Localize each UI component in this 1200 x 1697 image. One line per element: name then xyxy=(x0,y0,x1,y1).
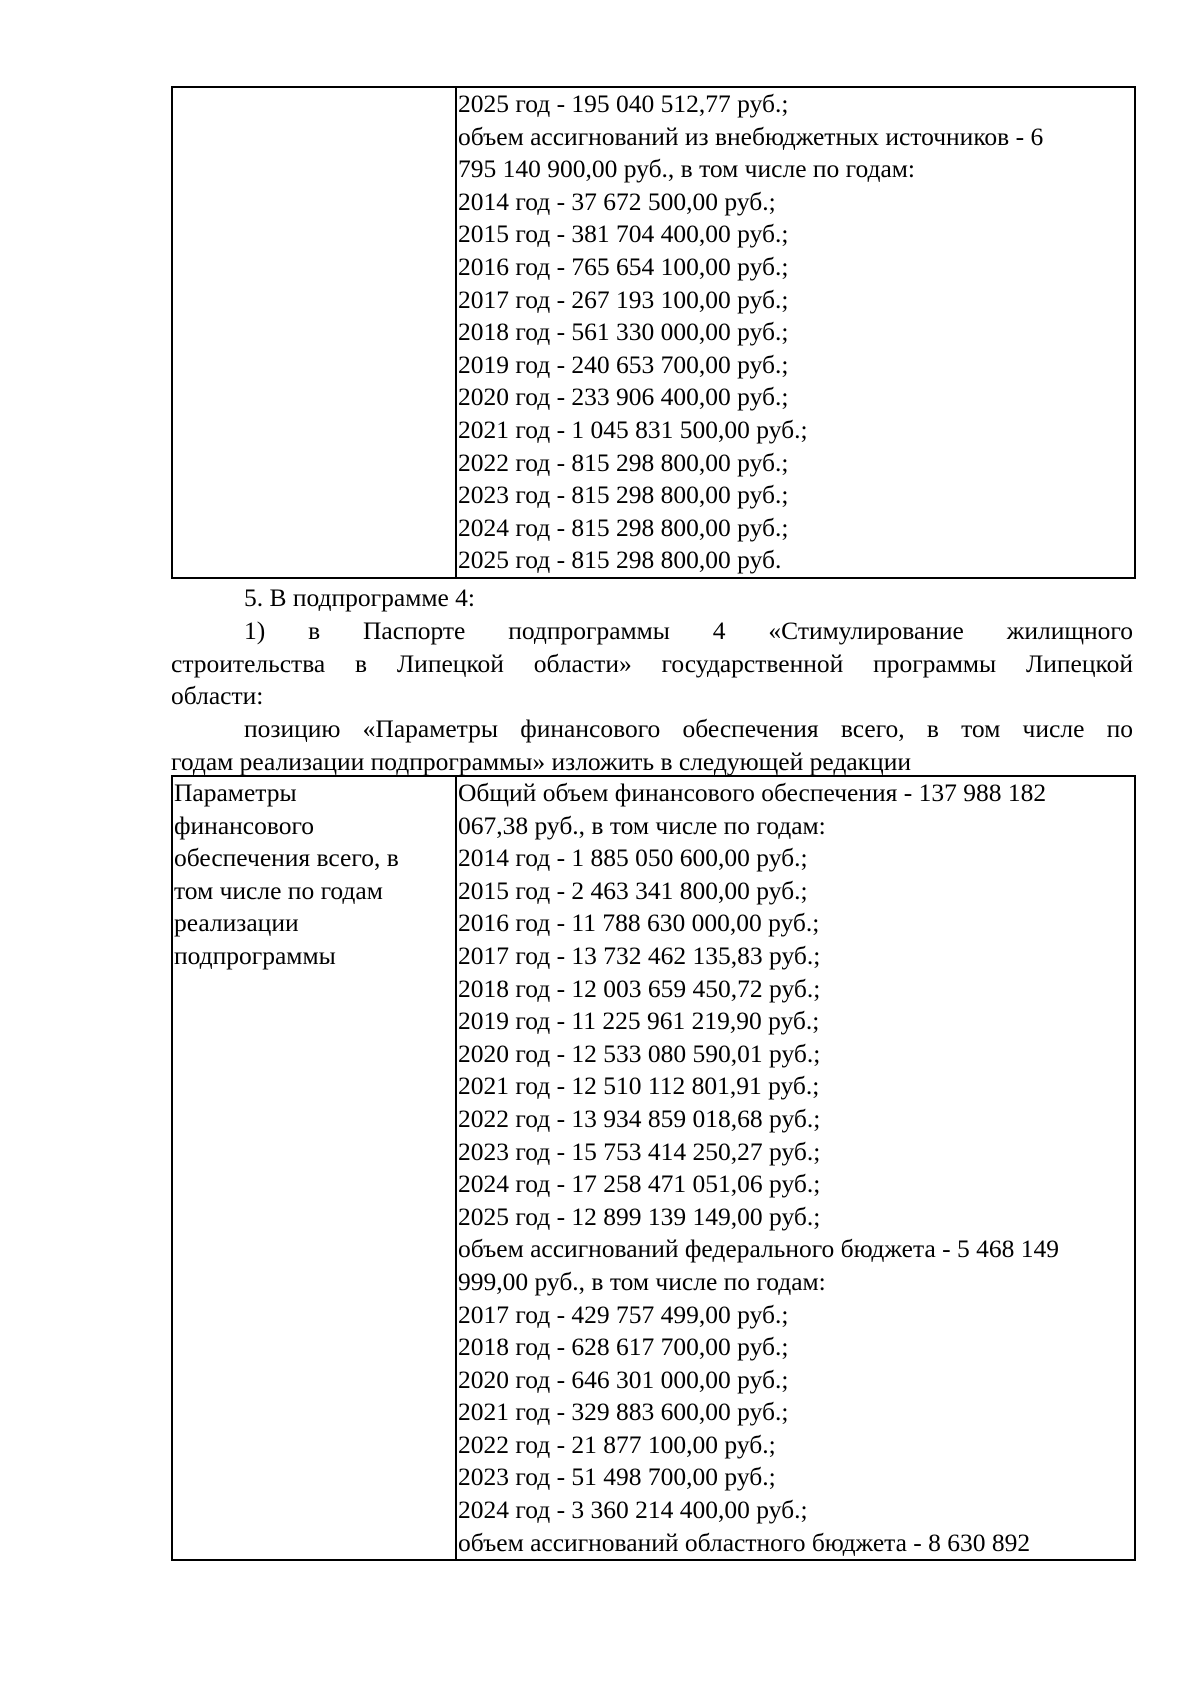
label-line: Параметры xyxy=(174,778,297,807)
funding-line: 2018 год - 12 003 659 450,72 руб.; xyxy=(458,973,821,1003)
funding-line: 2024 год - 815 298 800,00 руб.; xyxy=(458,512,789,542)
funding-line: 2018 год - 561 330 000,00 руб.; xyxy=(458,317,789,347)
label-line: подпрограммы xyxy=(174,940,336,970)
top-table-right-cell xyxy=(456,87,1135,578)
paragraph-line: 1) в Паспорте подпрограммы 4 «Стимулирование жилищного xyxy=(244,616,1133,645)
funding-line: 2023 год - 15 753 414 250,27 руб.; xyxy=(458,1136,821,1166)
funding-line: 2018 год - 628 617 700,00 руб.; xyxy=(458,1332,789,1362)
top-table-left-cell xyxy=(172,87,456,578)
paragraph-line: 5. В подпрограмме 4: xyxy=(244,583,475,612)
funding-line: 2022 год - 13 934 859 018,68 руб.; xyxy=(458,1103,821,1133)
funding-line: 2015 год - 2 463 341 800,00 руб.; xyxy=(458,875,808,905)
funding-line: 2020 год - 233 906 400,00 руб.; xyxy=(458,382,789,412)
funding-line: 2019 год - 11 225 961 219,90 руб.; xyxy=(458,1006,820,1036)
label-line: обеспечения всего, в xyxy=(174,843,399,873)
funding-line: 2016 год - 11 788 630 000,00 руб.; xyxy=(458,908,820,938)
funding-line: 2014 год - 1 885 050 600,00 руб.; xyxy=(458,843,808,873)
section-heading-paragraph xyxy=(171,582,1133,615)
funding-line: 2025 год - 12 899 139 149,00 руб.; xyxy=(458,1201,821,1231)
funding-line: 2017 год - 267 193 100,00 руб.; xyxy=(458,284,789,314)
funding-line: Общий объем финансового обеспечения - 137 988 182 xyxy=(458,778,1047,807)
funding-line: 2017 год - 429 757 499,00 руб.; xyxy=(458,1299,789,1329)
funding-line: 2025 год - 195 040 512,77 руб.; xyxy=(458,89,789,118)
funding-line: 2019 год - 240 653 700,00 руб.; xyxy=(458,349,789,379)
amendment-paragraph xyxy=(171,615,1133,713)
funding-line: 2022 год - 815 298 800,00 руб.; xyxy=(458,447,789,477)
paragraph-line: годам реализации подпрограммы» изложить в следующей редакции xyxy=(171,746,911,776)
funding-line: объем ассигнований федерального бюджета - 5 468 149 xyxy=(458,1234,1060,1264)
funding-line: 2017 год - 13 732 462 135,83 руб.; xyxy=(458,940,821,970)
funding-line: 2022 год - 21 877 100,00 руб.; xyxy=(458,1429,776,1459)
label-line: финансового xyxy=(174,810,315,840)
funding-line: 2020 год - 12 533 080 590,01 руб.; xyxy=(458,1038,821,1068)
position-paragraph xyxy=(171,713,1133,778)
label-line: том числе по годам xyxy=(174,875,383,905)
funding-line: 2024 год - 17 258 471 051,06 руб.; xyxy=(458,1169,821,1199)
funding-line: 999,00 руб., в том числе по годам: xyxy=(458,1266,826,1296)
parameter-label-cell xyxy=(172,776,456,1560)
funding-line: объем ассигнований из внебюджетных источников - 6 xyxy=(458,121,1044,151)
funding-line: объем ассигнований областного бюджета - 8 630 892 xyxy=(458,1527,1031,1557)
funding-line: 795 140 900,00 руб., в том числе по годам: xyxy=(458,154,916,184)
funding-line: 2023 год - 51 498 700,00 руб.; xyxy=(458,1462,776,1492)
funding-line: 2014 год - 37 672 500,00 руб.; xyxy=(458,186,776,216)
label-line: реализации xyxy=(174,908,299,938)
parameter-value-cell xyxy=(456,776,1135,1560)
funding-line: 2025 год - 815 298 800,00 руб. xyxy=(458,545,782,575)
top-funding-table xyxy=(171,86,1136,579)
table-row xyxy=(172,776,1135,1560)
paragraph-line: области: xyxy=(171,681,264,711)
funding-line: 2021 год - 1 045 831 500,00 руб.; xyxy=(458,414,808,444)
funding-line: 2020 год - 646 301 000,00 руб.; xyxy=(458,1364,789,1394)
bottom-funding-table xyxy=(171,775,1136,1561)
paragraph-line: позицию «Параметры финансового обеспечения всего, в том числе по xyxy=(244,714,1133,743)
funding-line: 067,38 руб., в том числе по годам: xyxy=(458,810,826,840)
table-row xyxy=(172,87,1135,578)
paragraph-line: строительства в Липецкой области» государственной программы Липецкой xyxy=(171,648,1133,678)
funding-line: 2015 год - 381 704 400,00 руб.; xyxy=(458,219,789,249)
funding-line: 2016 год - 765 654 100,00 руб.; xyxy=(458,251,789,281)
funding-line: 2021 год - 329 883 600,00 руб.; xyxy=(458,1397,789,1427)
funding-line: 2024 год - 3 360 214 400,00 руб.; xyxy=(458,1495,808,1525)
funding-line: 2023 год - 815 298 800,00 руб.; xyxy=(458,480,789,510)
funding-line: 2021 год - 12 510 112 801,91 руб.; xyxy=(458,1071,820,1101)
